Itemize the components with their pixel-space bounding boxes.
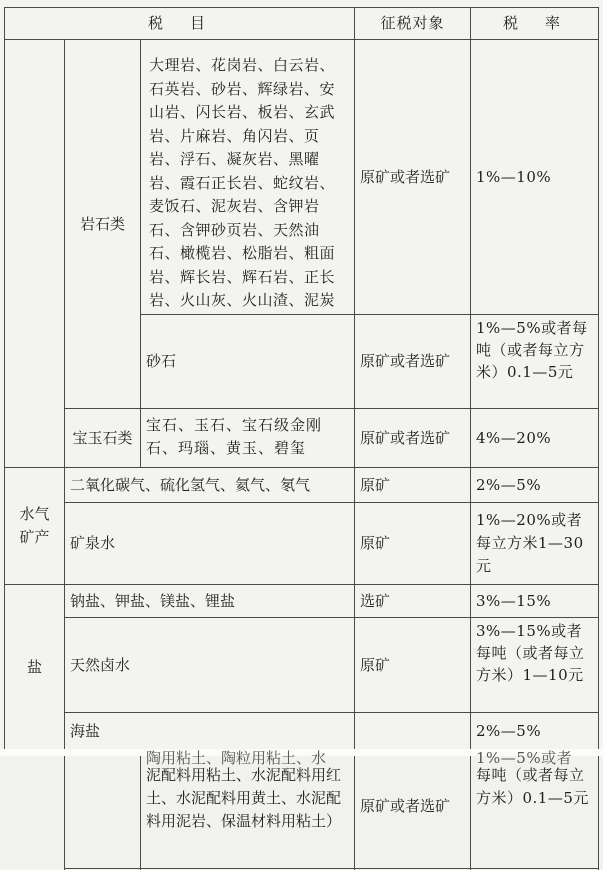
- sand-name-text: 砂石: [146, 352, 177, 370]
- brine-name-text: 天然卤水: [70, 655, 131, 674]
- sea-salt-name: [64, 712, 354, 750]
- category-continued-cell: [4, 39, 64, 467]
- gas-object: [354, 467, 470, 502]
- rock-list: [140, 39, 354, 314]
- sea-salt-rate: [470, 712, 599, 750]
- spring-rate-text: 1%—20%或者每立方米1—30元: [476, 511, 584, 575]
- gas-name-text: 二氧化碳气、硫化氢气、氦气、氡气: [70, 475, 311, 494]
- rock-rate-text: 1%—10%: [476, 167, 552, 186]
- fragment-list: [140, 749, 354, 870]
- salt-category-text: 盐: [26, 657, 42, 676]
- rock-rate: [470, 39, 599, 314]
- water-mineral-category: [4, 467, 64, 584]
- rock-list-text: 大理岩、花岗岩、白云岩、石英岩、砂岩、辉绿岩、安山岩、闪长岩、板岩、玄武岩、片麻岩、角闪岩、页岩、浮石、凝灰岩、黑曜岩、霞石正长岩、蛇纹岩、麦饭石、泥灰岩、含钾岩石、含钾砂页岩、天然油石、橄榄岩、松脂岩、粗面岩、辉长岩、辉石岩、正长岩、火山灰、火山渣、泥炭: [149, 56, 336, 309]
- gem-rate-text: 4%—20%: [476, 428, 552, 447]
- rock-object-text: 原矿或者选矿: [360, 167, 451, 186]
- gas-rate: [470, 467, 599, 502]
- header-rate-text: 税 率: [502, 14, 566, 32]
- salt-metal-name-text: 钠盐、钾盐、镁盐、锂盐: [70, 591, 236, 610]
- salt-category: [4, 584, 64, 750]
- fragment-list-cut: 陶用粘土、陶粒用粘土、水: [146, 749, 327, 767]
- sand-rate: [470, 314, 599, 408]
- sand-object-text: 原矿或者选矿: [360, 352, 451, 370]
- gem-list-text: 宝石、玉石、宝石级金刚石、玛瑙、黄玉、碧玺: [146, 416, 323, 457]
- header-object-text: 征税对象: [380, 14, 445, 32]
- gem-list: [140, 408, 354, 467]
- gas-object-text: 原矿: [360, 475, 391, 494]
- salt-metal-rate: [470, 584, 599, 617]
- rock-object: [354, 39, 470, 314]
- brine-object: [354, 617, 470, 712]
- fragment-rate-text: 每吨（或者每立方米）0.1—5元: [476, 766, 589, 807]
- salt-metal-rate-text: 3%—15%: [476, 591, 552, 610]
- fragment-rate-cut: 1%—5%或者: [476, 749, 573, 767]
- brine-rate: [470, 617, 599, 712]
- spring-name: [64, 502, 354, 584]
- sea-salt-name-text: 海盐: [70, 721, 101, 740]
- spring-object: [354, 502, 470, 584]
- fragment-bottom-line: [64, 868, 599, 869]
- fragment-list-text: 泥配料用粘土、水泥配料用红土、水泥配料用黄土、水泥配料用泥岩、保温材料用粘土）: [146, 766, 342, 830]
- gem-subcategory-text: 宝玉石类: [72, 428, 133, 447]
- gas-rate-text: 2%—5%: [476, 475, 542, 494]
- rock-subcategory: [64, 39, 140, 408]
- salt-metal-name: [64, 584, 354, 617]
- rock-subcategory-text: 岩石类: [79, 214, 125, 233]
- sand-object: [354, 314, 470, 408]
- brine-rate-text: 3%—15%或者每吨（或者每立方米）1—10元: [476, 622, 585, 684]
- gas-name: [64, 467, 354, 502]
- sea-salt-object: [354, 712, 470, 750]
- fragment-object: [354, 756, 470, 870]
- header-rate: [470, 7, 599, 39]
- sea-salt-rate-text: 2%—5%: [476, 721, 542, 740]
- fragment-empty-cell: [64, 756, 140, 870]
- spring-rate: [470, 502, 599, 584]
- fragment-object-text: 原矿或者选矿: [360, 797, 451, 815]
- brine-name: [64, 617, 354, 712]
- header-item-text: 税 目: [147, 14, 211, 32]
- continuation-fragment: [0, 749, 603, 870]
- sand-rate-text: 1%—5%或者每吨（或者每立方米）0.1—5元: [476, 319, 588, 381]
- gem-object-text: 原矿或者选矿: [360, 428, 451, 447]
- spring-object-text: 原矿: [360, 534, 391, 552]
- spring-name-text: 矿泉水: [70, 534, 116, 552]
- header-object: [354, 7, 470, 39]
- brine-object-text: 原矿: [360, 655, 391, 674]
- header-item: [4, 7, 354, 39]
- gem-rate: [470, 408, 599, 467]
- water-mineral-category-text: 水气矿产: [19, 505, 50, 546]
- fragment-rate: [470, 749, 599, 870]
- gem-object: [354, 408, 470, 467]
- salt-metal-object: [354, 584, 470, 617]
- sand-name: [140, 314, 354, 408]
- salt-metal-object-text: 选矿: [360, 591, 391, 610]
- gem-subcategory: [64, 408, 140, 467]
